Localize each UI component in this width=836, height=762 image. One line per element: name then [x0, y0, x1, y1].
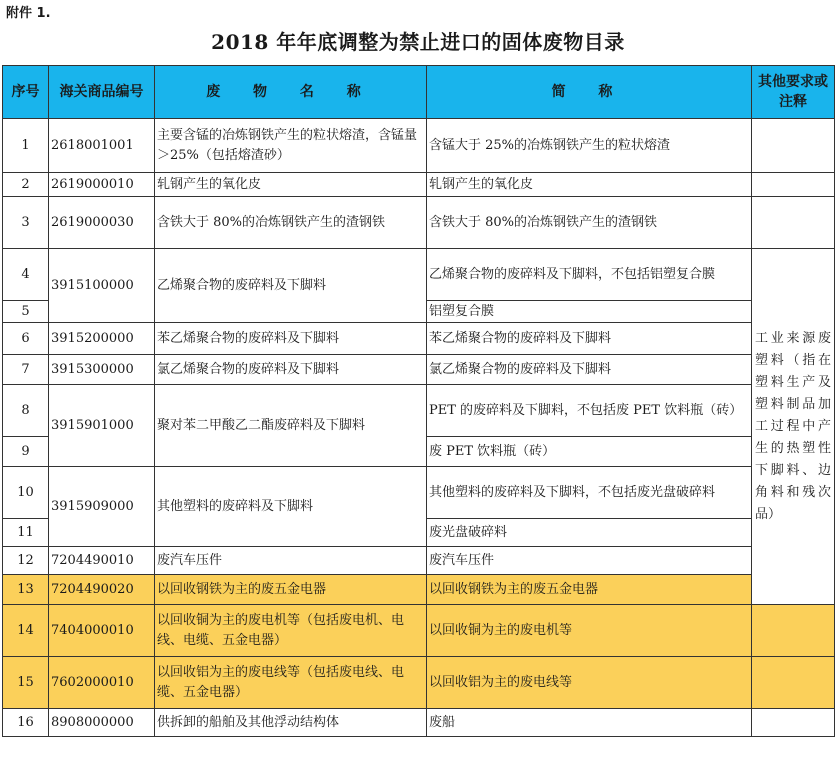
- header-waste-name: 废 物 名 称: [155, 66, 427, 119]
- row-short-name: 轧钢产生的氧化皮: [427, 173, 752, 197]
- row-short-name: 苯乙烯聚合物的废碎料及下脚料: [427, 323, 752, 355]
- row-seq: 10: [3, 467, 49, 519]
- row-waste-name: 主要含锰的冶炼钢铁产生的粒状熔渣，含锰量＞25%（包括熔渣砂）: [155, 119, 427, 173]
- row-code: 2618001001: [49, 119, 155, 173]
- row-seq: 2: [3, 173, 49, 197]
- row-code: 2619000010: [49, 173, 155, 197]
- row-code: 8908000000: [49, 709, 155, 737]
- row-seq: 15: [3, 657, 49, 709]
- row-seq: 1: [3, 119, 49, 173]
- row-short-name: 以回收铝为主的废电线等: [427, 657, 752, 709]
- row-seq: 5: [3, 301, 49, 323]
- row-seq: 13: [3, 575, 49, 605]
- table-row: [3, 385, 835, 437]
- row-code: 7204490020: [49, 575, 155, 605]
- table-row: [3, 709, 835, 737]
- row-code: 3915100000: [49, 249, 155, 323]
- header-notes: 其他要求或注释: [752, 66, 835, 119]
- row-short-name: 以回收铜为主的废电机等: [427, 605, 752, 657]
- row-short-name: 含锰大于 25%的冶炼钢铁产生的粒状熔渣: [427, 119, 752, 173]
- row-note: [752, 197, 835, 249]
- row-waste-name: 苯乙烯聚合物的废碎料及下脚料: [155, 323, 427, 355]
- row-short-name: 铝塑复合膜: [427, 301, 752, 323]
- row-short-name: 含铁大于 80%的冶炼钢铁产生的渣钢铁: [427, 197, 752, 249]
- row-seq: 11: [3, 519, 49, 547]
- row-waste-name: 废汽车压件: [155, 547, 427, 575]
- row-code: 3915300000: [49, 355, 155, 385]
- row-waste-name: 供拆卸的船舶及其他浮动结构体: [155, 709, 427, 737]
- table-row: [3, 575, 835, 605]
- table-row: [3, 249, 835, 301]
- table-row: [3, 197, 835, 249]
- row-waste-name: 以回收钢铁为主的废五金电器: [155, 575, 427, 605]
- waste-catalog-table: [2, 65, 835, 737]
- row-short-name: 其他塑料的废碎料及下脚料，不包括废光盘破碎料: [427, 467, 752, 519]
- row-waste-name: 氯乙烯聚合物的废碎料及下脚料: [155, 355, 427, 385]
- row-waste-name: 轧钢产生的氧化皮: [155, 173, 427, 197]
- row-waste-name: 含铁大于 80%的冶炼钢铁产生的渣钢铁: [155, 197, 427, 249]
- annex-label: 附件 1.: [6, 6, 51, 21]
- table-row: [3, 657, 835, 709]
- row-short-name: 废汽车压件: [427, 547, 752, 575]
- row-note: [752, 657, 835, 709]
- row-waste-name: 以回收铝为主的废电线等（包括废电线、电缆、五金电器）: [155, 657, 427, 709]
- table-row: [3, 119, 835, 173]
- row-note: [752, 605, 835, 657]
- row-note: [752, 119, 835, 173]
- row-code: 3915901000: [49, 385, 155, 467]
- row-seq: 8: [3, 385, 49, 437]
- table-row: [3, 355, 835, 385]
- header-customs-code: 海关商品编号: [49, 66, 155, 119]
- row-code: 7204490010: [49, 547, 155, 575]
- row-code: 7602000010: [49, 657, 155, 709]
- header-seq: 序号: [3, 66, 49, 119]
- table-row: [3, 547, 835, 575]
- row-seq: 7: [3, 355, 49, 385]
- row-short-name: 以回收钢铁为主的废五金电器: [427, 575, 752, 605]
- row-seq: 3: [3, 197, 49, 249]
- row-seq: 16: [3, 709, 49, 737]
- row-seq: 14: [3, 605, 49, 657]
- row-short-name: 氯乙烯聚合物的废碎料及下脚料: [427, 355, 752, 385]
- row-short-name: 废 PET 饮料瓶（砖）: [427, 437, 752, 467]
- plastics-note: 工业来源废塑料（指在塑料生产及塑料制品加工过程中产生的热塑性下脚料、边角料和残次品）: [752, 249, 835, 605]
- table-header-row: [3, 66, 835, 119]
- row-short-name: 乙烯聚合物的废碎料及下脚料，不包括铝塑复合膜: [427, 249, 752, 301]
- table-row: [3, 467, 835, 519]
- row-code: 3915909000: [49, 467, 155, 547]
- row-code: 3915200000: [49, 323, 155, 355]
- row-waste-name: 乙烯聚合物的废碎料及下脚料: [155, 249, 427, 323]
- document-title: 2018 年年底调整为禁止进口的固体废物目录: [211, 30, 625, 54]
- row-code: 2619000030: [49, 197, 155, 249]
- row-short-name: 废光盘破碎料: [427, 519, 752, 547]
- row-seq: 9: [3, 437, 49, 467]
- row-seq: 12: [3, 547, 49, 575]
- row-seq: 4: [3, 249, 49, 301]
- table-row: [3, 605, 835, 657]
- row-waste-name: 以回收铜为主的废电机等（包括废电机、电线、电缆、五金电器）: [155, 605, 427, 657]
- table-row: [3, 323, 835, 355]
- table-row: [3, 173, 835, 197]
- header-short-name: 简 称: [427, 66, 752, 119]
- row-note: [752, 173, 835, 197]
- row-code: 7404000010: [49, 605, 155, 657]
- row-note: [752, 709, 835, 737]
- row-waste-name: 聚对苯二甲酸乙二酯废碎料及下脚料: [155, 385, 427, 467]
- row-waste-name: 其他塑料的废碎料及下脚料: [155, 467, 427, 547]
- row-short-name: 废船: [427, 709, 752, 737]
- row-seq: 6: [3, 323, 49, 355]
- row-short-name: PET 的废碎料及下脚料，不包括废 PET 饮料瓶（砖）: [427, 385, 752, 437]
